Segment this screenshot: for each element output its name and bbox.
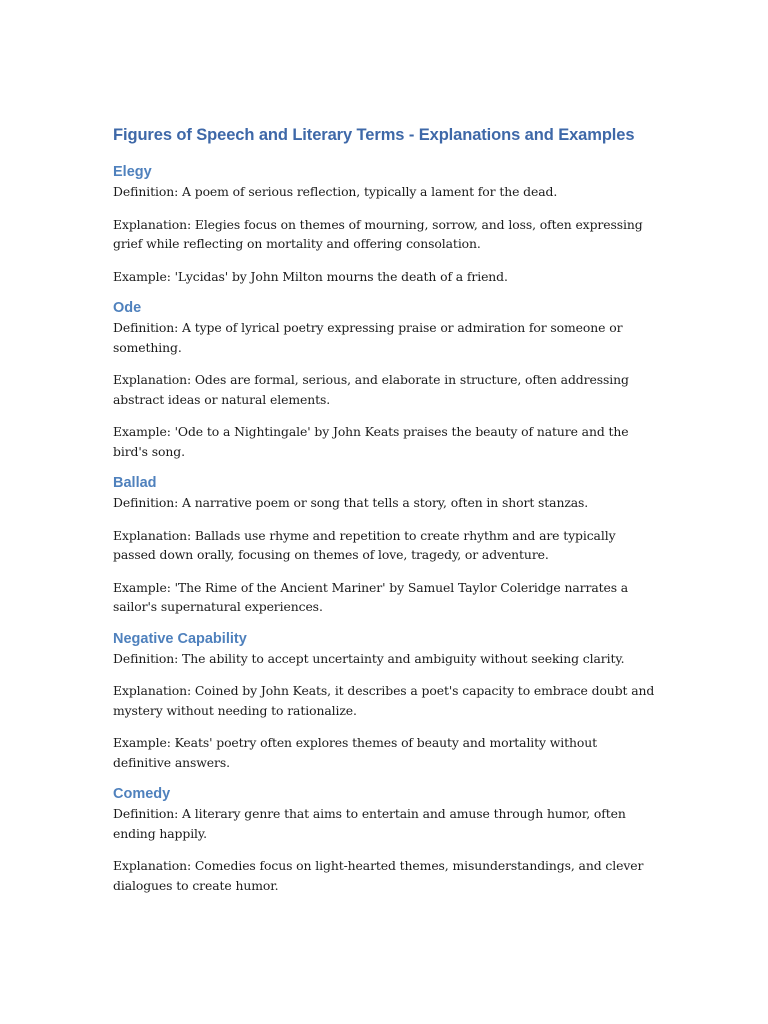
- explanation-text: Explanation: Comedies focus on light-hearted themes, misunderstandings, and clever dialogues to create humor.: [113, 858, 644, 893]
- explanation-text: Explanation: Coined by John Keats, it describes a poet's capacity to embrace doubt and mystery without needing to rationalize.: [113, 683, 655, 718]
- example-text: Example: Keats' poetry often explores themes of beauty and mortality without definitive answers.: [113, 735, 598, 770]
- explanation-text: Explanation: Ballads use rhyme and repetition to create rhythm and are typically passed down orally, focusing on themes of love, tragedy, or adventure.: [113, 527, 616, 562]
- document-title: Figures of Speech and Literary Terms - Explanations and Examples: [113, 126, 635, 144]
- definition-text: Definition: A type of lyrical poetry expressing praise or admiration for someone or something.: [113, 320, 623, 355]
- example-text: Example: 'Lycidas' by John Milton mourns the death of a friend.: [113, 268, 508, 284]
- example-text: Example: 'The Rime of the Ancient Mariner' by Samuel Taylor Coleridge narrates a sailor's supernatural experiences.: [113, 579, 629, 614]
- section-heading: Comedy: [113, 786, 171, 802]
- definition-text: Definition: A poem of serious reflection, typically a lament for the dead.: [113, 184, 558, 199]
- section-heading: Elegy: [113, 164, 152, 180]
- section-heading: Ode: [113, 300, 142, 316]
- definition-text: Definition: A literary genre that aims to entertain and amuse through humor, often ending happily.: [113, 806, 626, 841]
- definition-text: Definition: The ability to accept uncertainty and ambiguity without seeking clarity.: [113, 650, 625, 666]
- explanation-text: Explanation: Odes are formal, serious, and elaborate in structure, often addressing abstract ideas or natural elements.: [113, 372, 629, 407]
- section-negative-capability: [113, 630, 658, 773]
- section-ode: [113, 299, 658, 461]
- section-comedy: [113, 785, 658, 895]
- example-text: Example: 'Ode to a Nightingale' by John Keats praises the beauty of nature and the bird's song.: [113, 424, 629, 459]
- section-heading: Ballad: [113, 475, 157, 491]
- document-page: [113, 124, 658, 908]
- section-ballad: [113, 474, 658, 617]
- section-elegy: [113, 163, 658, 286]
- explanation-text: Explanation: Elegies focus on themes of mourning, sorrow, and loss, often expressing grief while reflecting on mortality and offering consolation.: [113, 216, 643, 251]
- definition-text: Definition: A narrative poem or song that tells a story, often in short stanzas.: [113, 495, 589, 510]
- section-heading: Negative Capability: [113, 630, 247, 647]
